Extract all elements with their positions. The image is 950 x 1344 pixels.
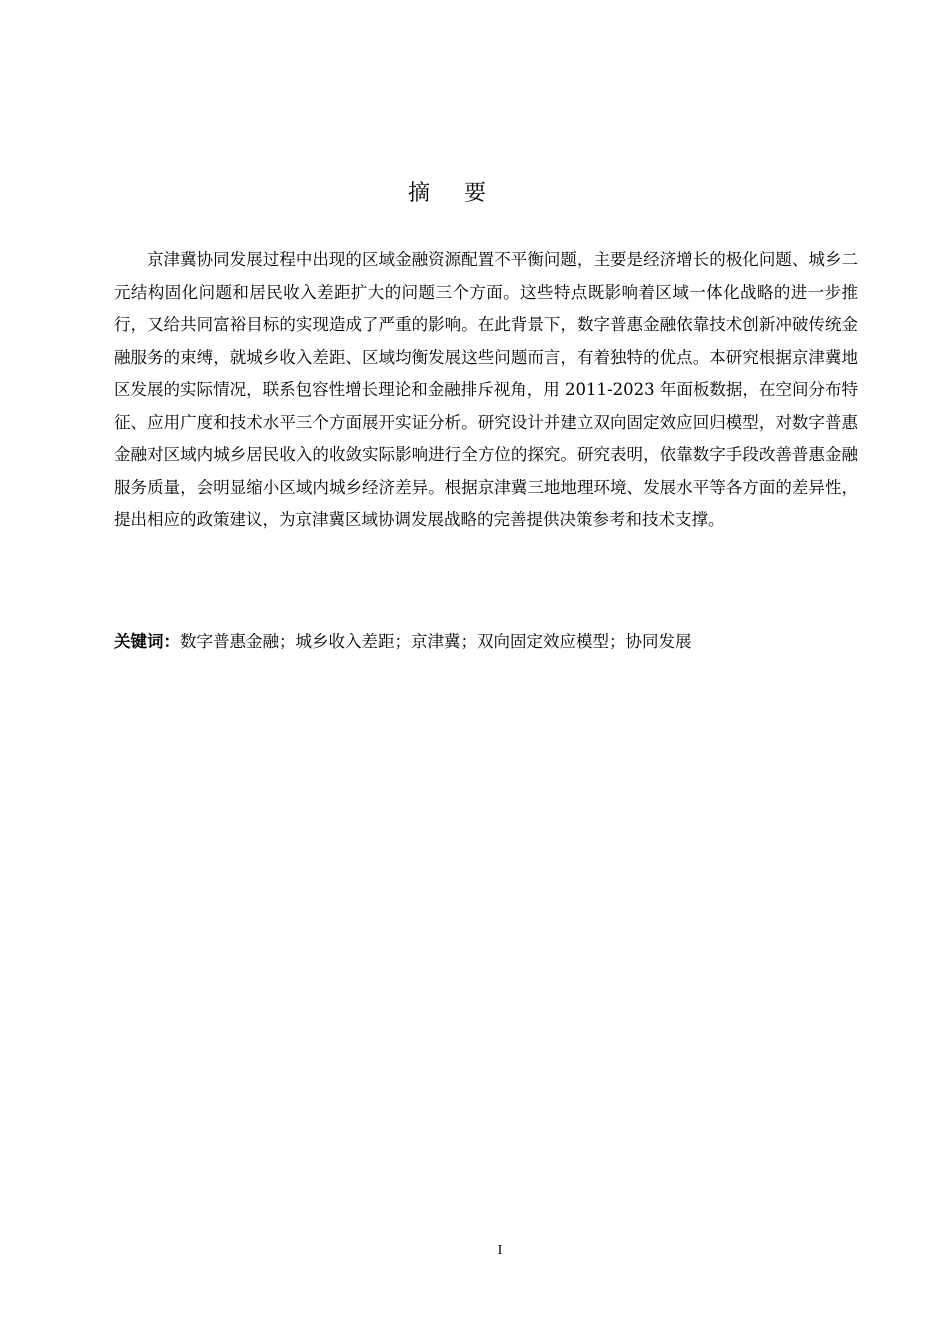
page-number: I <box>497 1243 503 1258</box>
keywords-line <box>114 626 858 658</box>
keywords-text: 数字普惠金融；城乡收入差距；京津冀；双向固定效应模型；协同发展 <box>180 632 692 651</box>
keywords-label: 关键词： <box>114 632 180 651</box>
page-title: 摘要 <box>407 181 520 206</box>
abstract-paragraph: 京津冀协同发展过程中出现的区域金融资源配置不平衡问题，主要是经济增长的极化问题、城乡二元结构固化问题和居民收入差距扩大的问题三个方面。这些特点既影响着区域一体化战略的进一步推行，又给共同富裕目标的实现造成了严重的影响。在此背景下，数字普惠金融依靠技术创新冲破传统金融服务的束缚，就城乡收入差距、区域均衡发展这些问题而言，有着独特的优点。本研究根据京津冀地区发展的实际情况，联系包容性增长理论和金融排斥视角，用 2011-2023 年面板数据，在空间分布特征、应用广度和技术水平三个方面展开实证分析。研究设计并建立双向固定效应回归模型，对数字普惠金融对区域内城乡居民收入的收敛实际影响进行全方位的探究。研究表明，依靠数字手段改善普惠金融服务质量，会明显缩小区域内城乡经济差异。根据京津冀三地地理环境、发展水平等各方面的差异性，提出相应的政策建议，为京津冀区域协调发展战略的完善提供决策参考和技术支撑。 <box>114 250 858 529</box>
